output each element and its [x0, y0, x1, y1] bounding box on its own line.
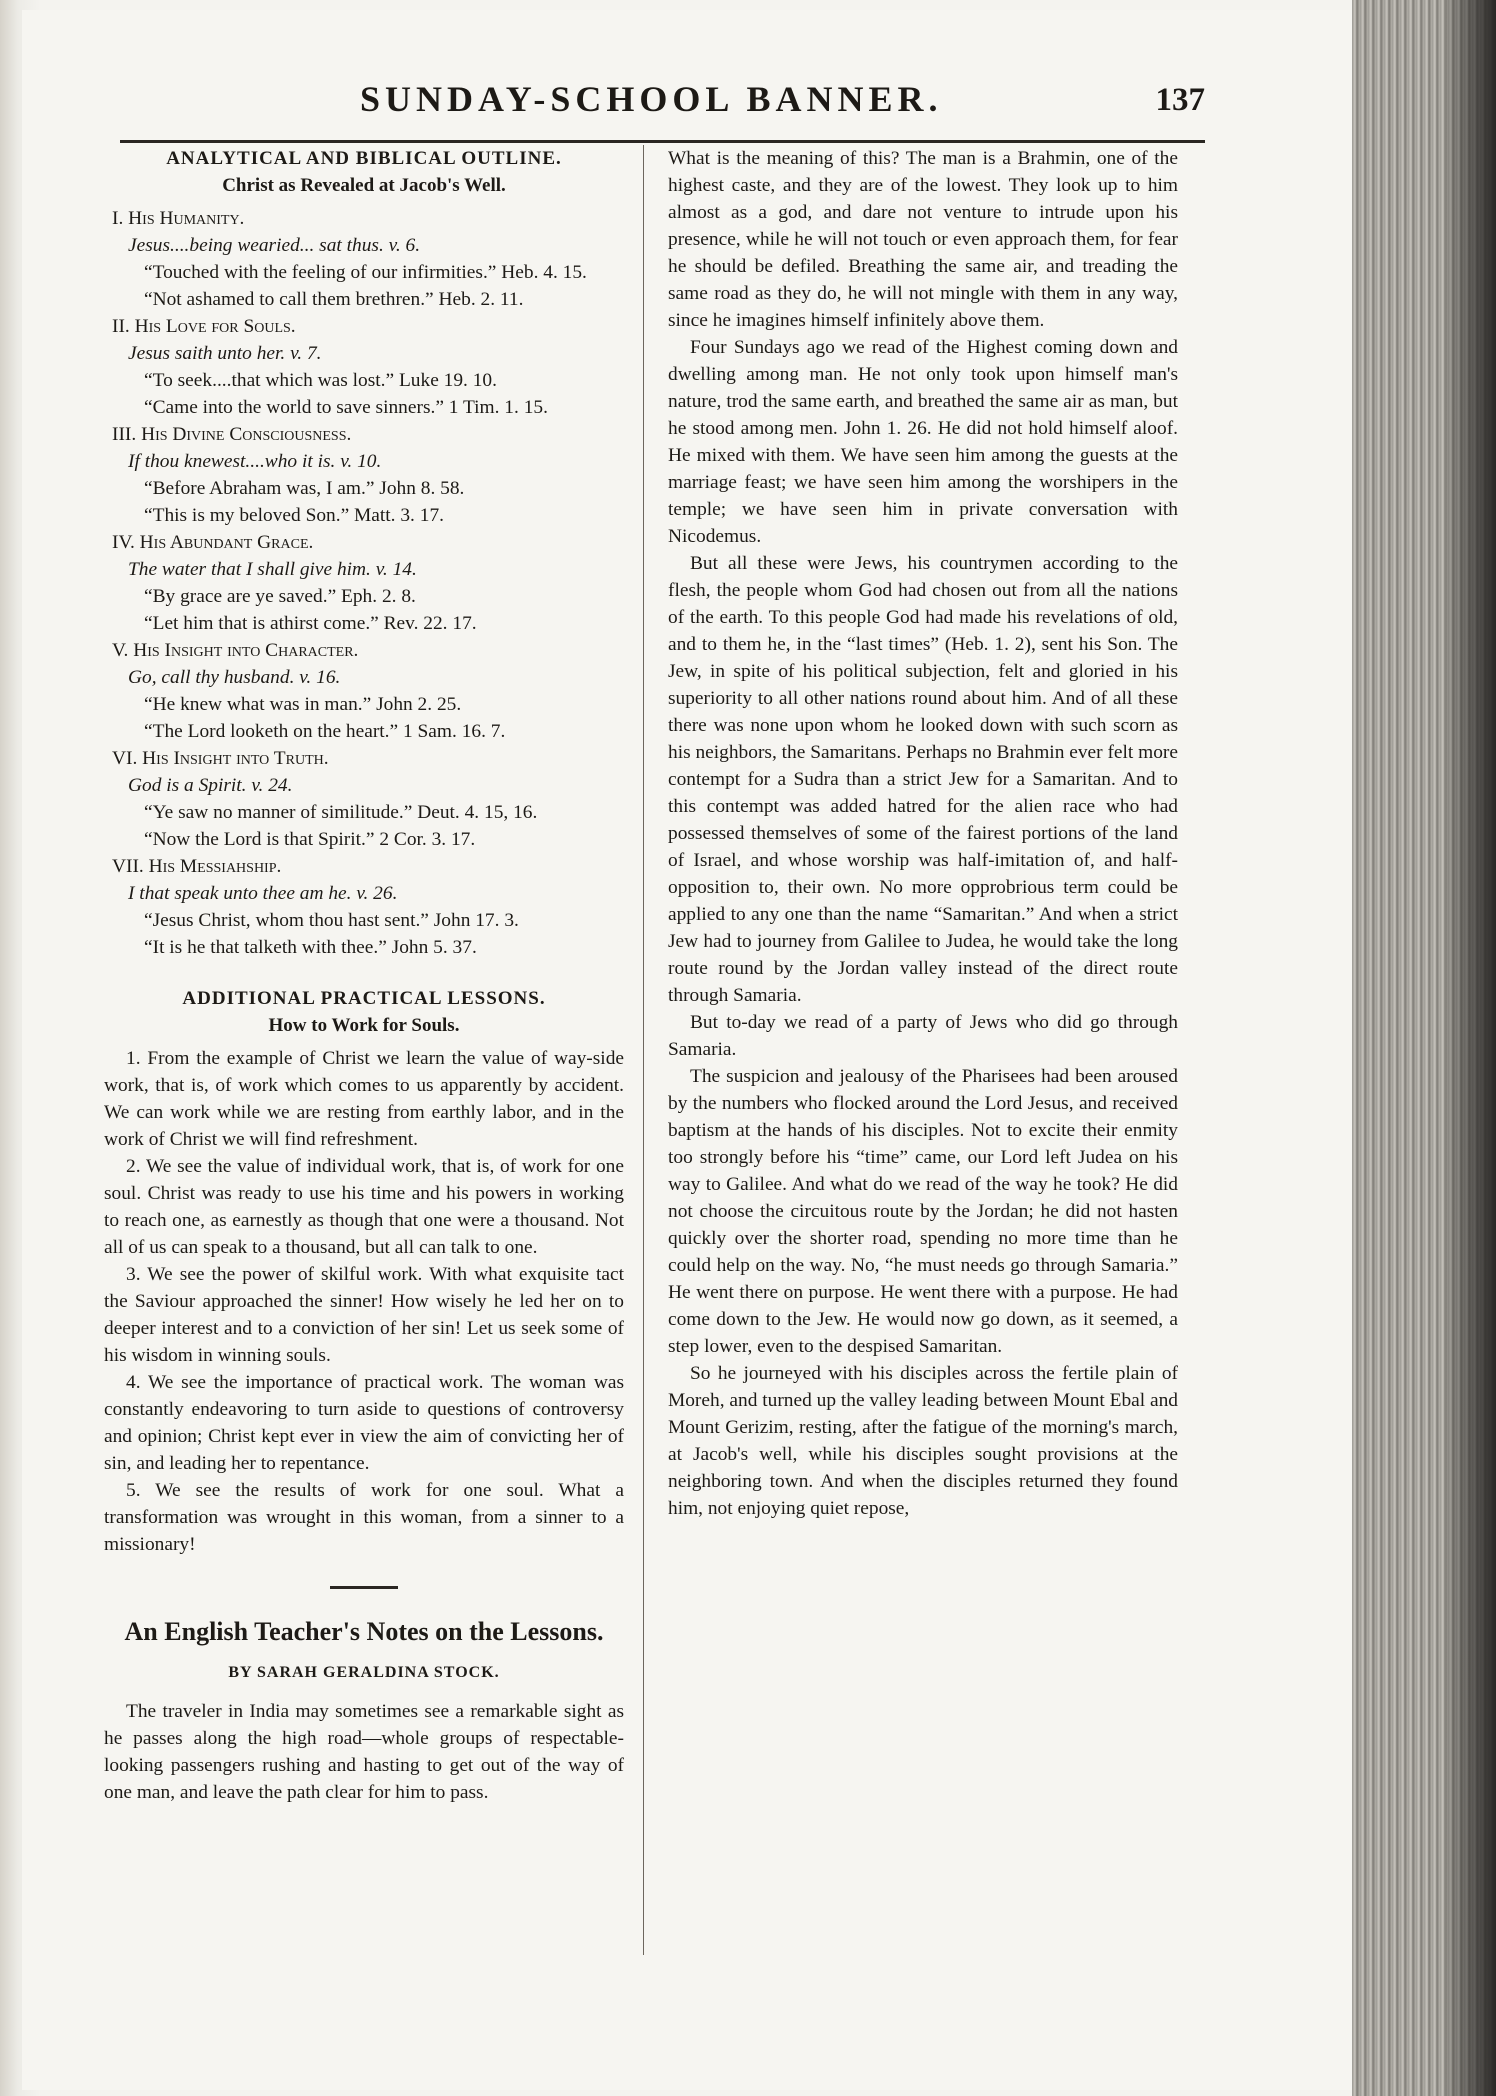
- outline-ref: “Before Abraham was, I am.” John 8. 58.: [144, 478, 465, 499]
- notes-byline: BY SARAH GERALDINA STOCK.: [228, 1664, 500, 1681]
- outline-ref: “This is my beloved Son.” Matt. 3. 17.: [144, 505, 444, 526]
- lesson-item: 1. From the example of Christ we learn the value of way-side work, that is, of work which comes to us apparently by accident. We can work while we are resting from earthly labor, and in the work of Christ we will find refreshment.: [104, 1048, 624, 1150]
- outline-section: [104, 205, 624, 313]
- outline-section-text: God is a Spirit. v. 24.: [128, 775, 293, 796]
- lesson-item: 2. We see the value of individual work, that is, of work for one soul. Christ was ready to use his time and his powers in working to reach one, as earnestly as though that one were a thousand. Not all of us can speak to a thousand, but all can talk to one.: [104, 1156, 624, 1258]
- binding-shadow: [1446, 0, 1496, 2096]
- outline-section: [104, 745, 624, 853]
- body-paragraph: But all these were Jews, his countrymen according to the flesh, the people whom God had chosen out from all the nations of the earth. To this people God had made his revelations of old, and to them he, in the “last times” (Heb. 1. 2), sent his Son. The Jew, in spite of his political subjection, felt and gloried in his superiority to all other nations round about him. And of all these there was none upon whom he looked down with such scorn as his neighbors, the Samaritans. Perhaps no Brahmin ever felt more contempt for a Sudra than a strict Jew for a Samaritan. And to this contempt was added hatred for the alien race who had possessed themselves of some of the fairest portions of the land of Israel, and whose worship was half-imitation of, and half-opposition to, their own. No more opprobrious term could be applied to any one than the name “Samaritan.” And when a strict Jew had to journey from Galilee to Judea, he would take the long route round by the Jordan valley instead of the direct route through Samaria.: [668, 553, 1178, 1006]
- outline-section-head: V. His Insight into Character.: [112, 640, 359, 661]
- outline-ref: “Let him that is athirst come.” Rev. 22. 17.: [144, 613, 477, 634]
- outline-section-head: II. His Love for Souls.: [112, 316, 296, 337]
- body-paragraph: The suspicion and jealousy of the Pharisees had been aroused by the numbers who flocked around the Lord Jesus, and received baptism at the hands of his disciples. Not to excite their enmity too strongly before his “time” came, our Lord left Judea on his way to Galilee. And what do we read of the way he took? He did not choose the circuitous route by the Jordan; he did not hasten quickly over the shorter road, spending no more time than he could help on the way. No, “he must needs go through Samaria.” He went there on purpose. He went there with a purpose. He had come down to the Jew. He would now go down, as it seemed, a step lower, even to the despised Samaritan.: [668, 1066, 1178, 1357]
- lessons-subheading: How to Work for Souls.: [268, 1015, 460, 1036]
- outline-ref: “The Lord looketh on the heart.” 1 Sam. 16. 7.: [144, 721, 506, 742]
- outline-ref: “By grace are ye saved.” Eph. 2. 8.: [144, 586, 416, 607]
- outline-section-text: Go, call thy husband. v. 16.: [128, 667, 341, 688]
- outline-section: [104, 313, 624, 421]
- outline-subheading: Christ as Revealed at Jacob's Well.: [222, 175, 506, 196]
- outline-section-text: I that speak unto thee am he. v. 26.: [128, 883, 398, 904]
- outline-section-text: If thou knewest....who it is. v. 10.: [128, 451, 382, 472]
- outline-section: [104, 421, 624, 529]
- outline-section-head: III. His Divine Consciousness.: [112, 424, 352, 445]
- outline-ref: “Not ashamed to call them brethren.” Heb. 2. 11.: [144, 289, 524, 310]
- page-number: 137: [1155, 82, 1205, 118]
- lesson-item: 5. We see the results of work for one soul. What a transformation was wrought in this woman, from a sinner to a missionary!: [104, 1480, 624, 1555]
- body-paragraph: So he journeyed with his disciples across the fertile plain of Moreh, and turned up the valley leading between Mount Ebal and Mount Gerizim, resting, after the fatigue of the morning's march, at Jacob's well, while his disciples sought provisions at the neighboring town. And when the disciples returned they found him, not enjoying quiet repose,: [668, 1363, 1178, 1519]
- outline-section: [104, 853, 624, 961]
- lesson-item: 4. We see the importance of practical work. The woman was constantly endeavoring to turn aside to questions of controversy and opinion; Christ kept ever in view the aim of convicting her of sin, and leading her to repentance.: [104, 1372, 624, 1474]
- body-paragraph: But to-day we read of a party of Jews who did go through Samaria.: [668, 1012, 1178, 1060]
- body-paragraph: What is the meaning of this? The man is a Brahmin, one of the highest caste, and they are of the lowest. They look up to him almost as a god, and dare not venture to intrude upon his presence, while he will not touch or even approach them, for fear he should be defiled. Breathing the same air, and treading the same road as they do, he will not mingle with them in any way, since he imagines himself infinitely above them.: [668, 148, 1178, 331]
- notes-title: An English Teacher's Notes on the Lessons.: [124, 1617, 604, 1646]
- outline-section: [104, 529, 624, 637]
- book-page-edges: [1352, 0, 1496, 2096]
- outline-ref: “It is he that talketh with thee.” John 5. 37.: [144, 937, 477, 958]
- outline-ref: “He knew what was in man.” John 2. 25.: [144, 694, 462, 715]
- section-divider: [330, 1586, 398, 1589]
- outline-ref: “Ye saw no manner of similitude.” Deut. 4. 15, 16.: [144, 802, 538, 823]
- column-divider: [643, 145, 644, 1955]
- left-column: [104, 145, 624, 1806]
- outline-ref: “Came into the world to save sinners.” 1 Tim. 1. 15.: [144, 397, 548, 418]
- outline-heading: ANALYTICAL AND BIBLICAL OUTLINE.: [166, 148, 562, 169]
- outline-ref: “Jesus Christ, whom thou hast sent.” John 17. 3.: [144, 910, 519, 931]
- outline-ref: “Touched with the feeling of our infirmities.” Heb. 4. 15.: [144, 262, 587, 283]
- outline-section-head: VI. His Insight into Truth.: [112, 748, 329, 769]
- outline-ref: “To seek....that which was lost.” Luke 19. 10.: [144, 370, 497, 391]
- header-rule: [120, 140, 1205, 143]
- body-paragraph: Four Sundays ago we read of the Highest coming down and dwelling among man. He not only took upon himself man's nature, trod the same earth, and breathed the same air as man, but he stood among men. John 1. 26. He did not hold himself aloof. He mixed with them. We have seen him among the guests at the marriage feast; we have seen him among the worshipers in the temple; we have seen him in private conversation with Nicodemus.: [668, 337, 1178, 547]
- outline-section: [104, 637, 624, 745]
- outline-section-text: Jesus....being wearied... sat thus. v. 6.: [128, 235, 421, 256]
- notes-paragraph: The traveler in India may sometimes see a remarkable sight as he passes along the high road—whole groups of respectable-looking passengers rushing and hasting to get out of the way of one man, and leave the path clear for him to pass.: [104, 1701, 624, 1803]
- lesson-item: 3. We see the power of skilful work. With what exquisite tact the Saviour approached the sinner! How wisely he led her on to deeper interest and to a conviction of her sin! Let us seek some of his wisdom in winning souls.: [104, 1264, 624, 1366]
- running-title: SUNDAY-SCHOOL BANNER.: [360, 79, 943, 119]
- outline-section-text: Jesus saith unto her. v. 7.: [128, 343, 322, 364]
- right-column: [668, 145, 1178, 1522]
- outline-section-head: I. His Humanity.: [112, 208, 245, 229]
- page-header: [120, 78, 1205, 138]
- outline-section-head: IV. His Abundant Grace.: [112, 532, 314, 553]
- outline-section-text: The water that I shall give him. v. 14.: [128, 559, 417, 580]
- lessons-heading: ADDITIONAL PRACTICAL LESSONS.: [182, 988, 546, 1009]
- outline-ref: “Now the Lord is that Spirit.” 2 Cor. 3. 17.: [144, 829, 476, 850]
- outline-section-head: VII. His Messiahship.: [112, 856, 282, 877]
